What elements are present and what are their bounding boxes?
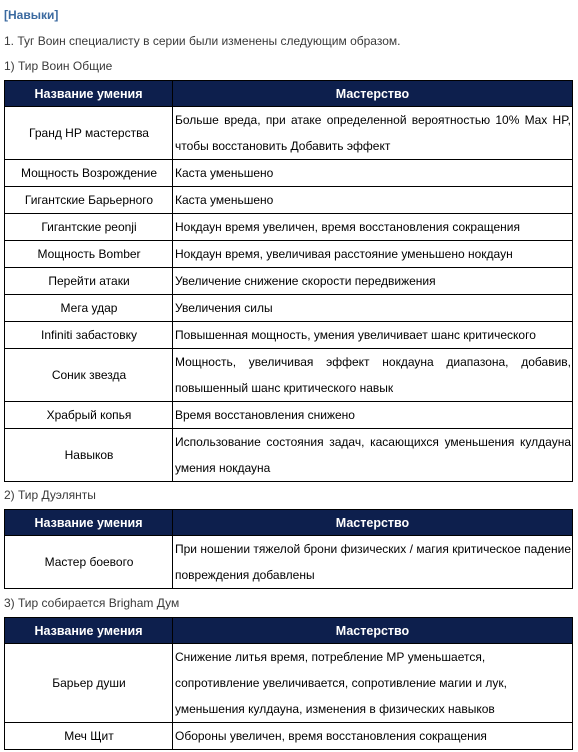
column-header-skill-name: Название умения: [5, 510, 173, 536]
column-header-mastery: Мастерство: [173, 81, 573, 107]
column-header-mastery: Мастерство: [173, 510, 573, 536]
skill-description-cell: Каста уменьшено: [173, 187, 573, 214]
skill-name-cell: Мега удар: [5, 295, 173, 322]
skill-name-cell: Барьер души: [5, 644, 173, 723]
skill-description-cell: Каста уменьшено: [173, 160, 573, 187]
section-3-title: 3) Тир собирается Brigham Дум: [4, 596, 180, 610]
skill-description-cell: Нокдаун время увеличен, время восстановления сокращения: [173, 214, 573, 241]
skills-table-2: [4, 509, 573, 589]
table-row: [5, 402, 573, 429]
section-2-title: 2) Тир Дуэлянты: [4, 488, 96, 502]
skill-name-cell: Соник звезда: [5, 349, 173, 402]
column-header-mastery: Мастерство: [173, 618, 573, 644]
skill-description-cell: Увеличение снижение скорости передвижения: [173, 268, 573, 295]
column-header-skill-name: Название умения: [5, 618, 173, 644]
skills-table-3: [4, 617, 573, 750]
table-row: [5, 536, 573, 589]
skill-name-cell: Мощность Bomber: [5, 241, 173, 268]
skill-description-cell: Мощность, увеличивая эффект нокдауна диапазона, добавив, повышенный шанс критического навык: [173, 349, 573, 402]
table-row: [5, 187, 573, 214]
table-row: [5, 429, 573, 482]
table-row: [5, 322, 573, 349]
table-row: [5, 160, 573, 187]
skill-name-cell: Мастер боевого: [5, 536, 173, 589]
column-header-skill-name: Название умения: [5, 81, 173, 107]
skill-description-cell: Снижение литья время, потребление МР уменьшается, сопротивление увеличивается, сопротивление магии и лук, уменьшения кулдауна, изменения в физических навыков: [173, 644, 573, 723]
section-heading: [Навыки]: [4, 8, 59, 22]
table-header-row: [5, 510, 573, 536]
skill-name-cell: Мощность Возрождение: [5, 160, 173, 187]
table-row: [5, 644, 573, 723]
skill-description-cell: Больше вреда, при атаке определенной вероятностью 10% Max HP, чтобы восстановить Добавить эффект: [173, 107, 573, 160]
skill-name-cell: Гигантские Барьерного: [5, 187, 173, 214]
skill-name-cell: Гранд HP мастерства: [5, 107, 173, 160]
table-row: [5, 241, 573, 268]
skill-name-cell: Гигантские peonji: [5, 214, 173, 241]
table-row: [5, 723, 573, 750]
skill-name-cell: Перейти атаки: [5, 268, 173, 295]
skill-name-cell: Меч Щит: [5, 723, 173, 750]
skill-name-cell: Навыков: [5, 429, 173, 482]
skill-name-cell: Infiniti забастовку: [5, 322, 173, 349]
table-header-row: [5, 81, 573, 107]
skill-description-cell: Увеличения силы: [173, 295, 573, 322]
skill-name-cell: Храбрый копья: [5, 402, 173, 429]
section-1-title: 1) Тир Воин Общие: [4, 59, 113, 73]
skill-description-cell: Время восстановления снижено: [173, 402, 573, 429]
table-row: [5, 295, 573, 322]
skill-description-cell: При ношении тяжелой брони физических / магия критическое падение повреждения добавлены: [173, 536, 573, 589]
table-row: [5, 268, 573, 295]
skills-table-1: [4, 80, 573, 482]
intro-text: 1. Туг Воин специалисту в серии были изменены следующим образом.: [4, 34, 401, 48]
skill-description-cell: Нокдаун время, увеличивая расстояние уменьшено нокдаун: [173, 241, 573, 268]
skill-description-cell: Использование состояния задач, касающихся уменьшения кулдауна умения нокдауна: [173, 429, 573, 482]
table-row: [5, 214, 573, 241]
table-row: [5, 349, 573, 402]
table-header-row: [5, 618, 573, 644]
skill-description-cell: Обороны увеличен, время восстановления сокращения: [173, 723, 573, 750]
skill-description-cell: Повышенная мощность, умения увеличивает шанс критического: [173, 322, 573, 349]
table-row: [5, 107, 573, 160]
